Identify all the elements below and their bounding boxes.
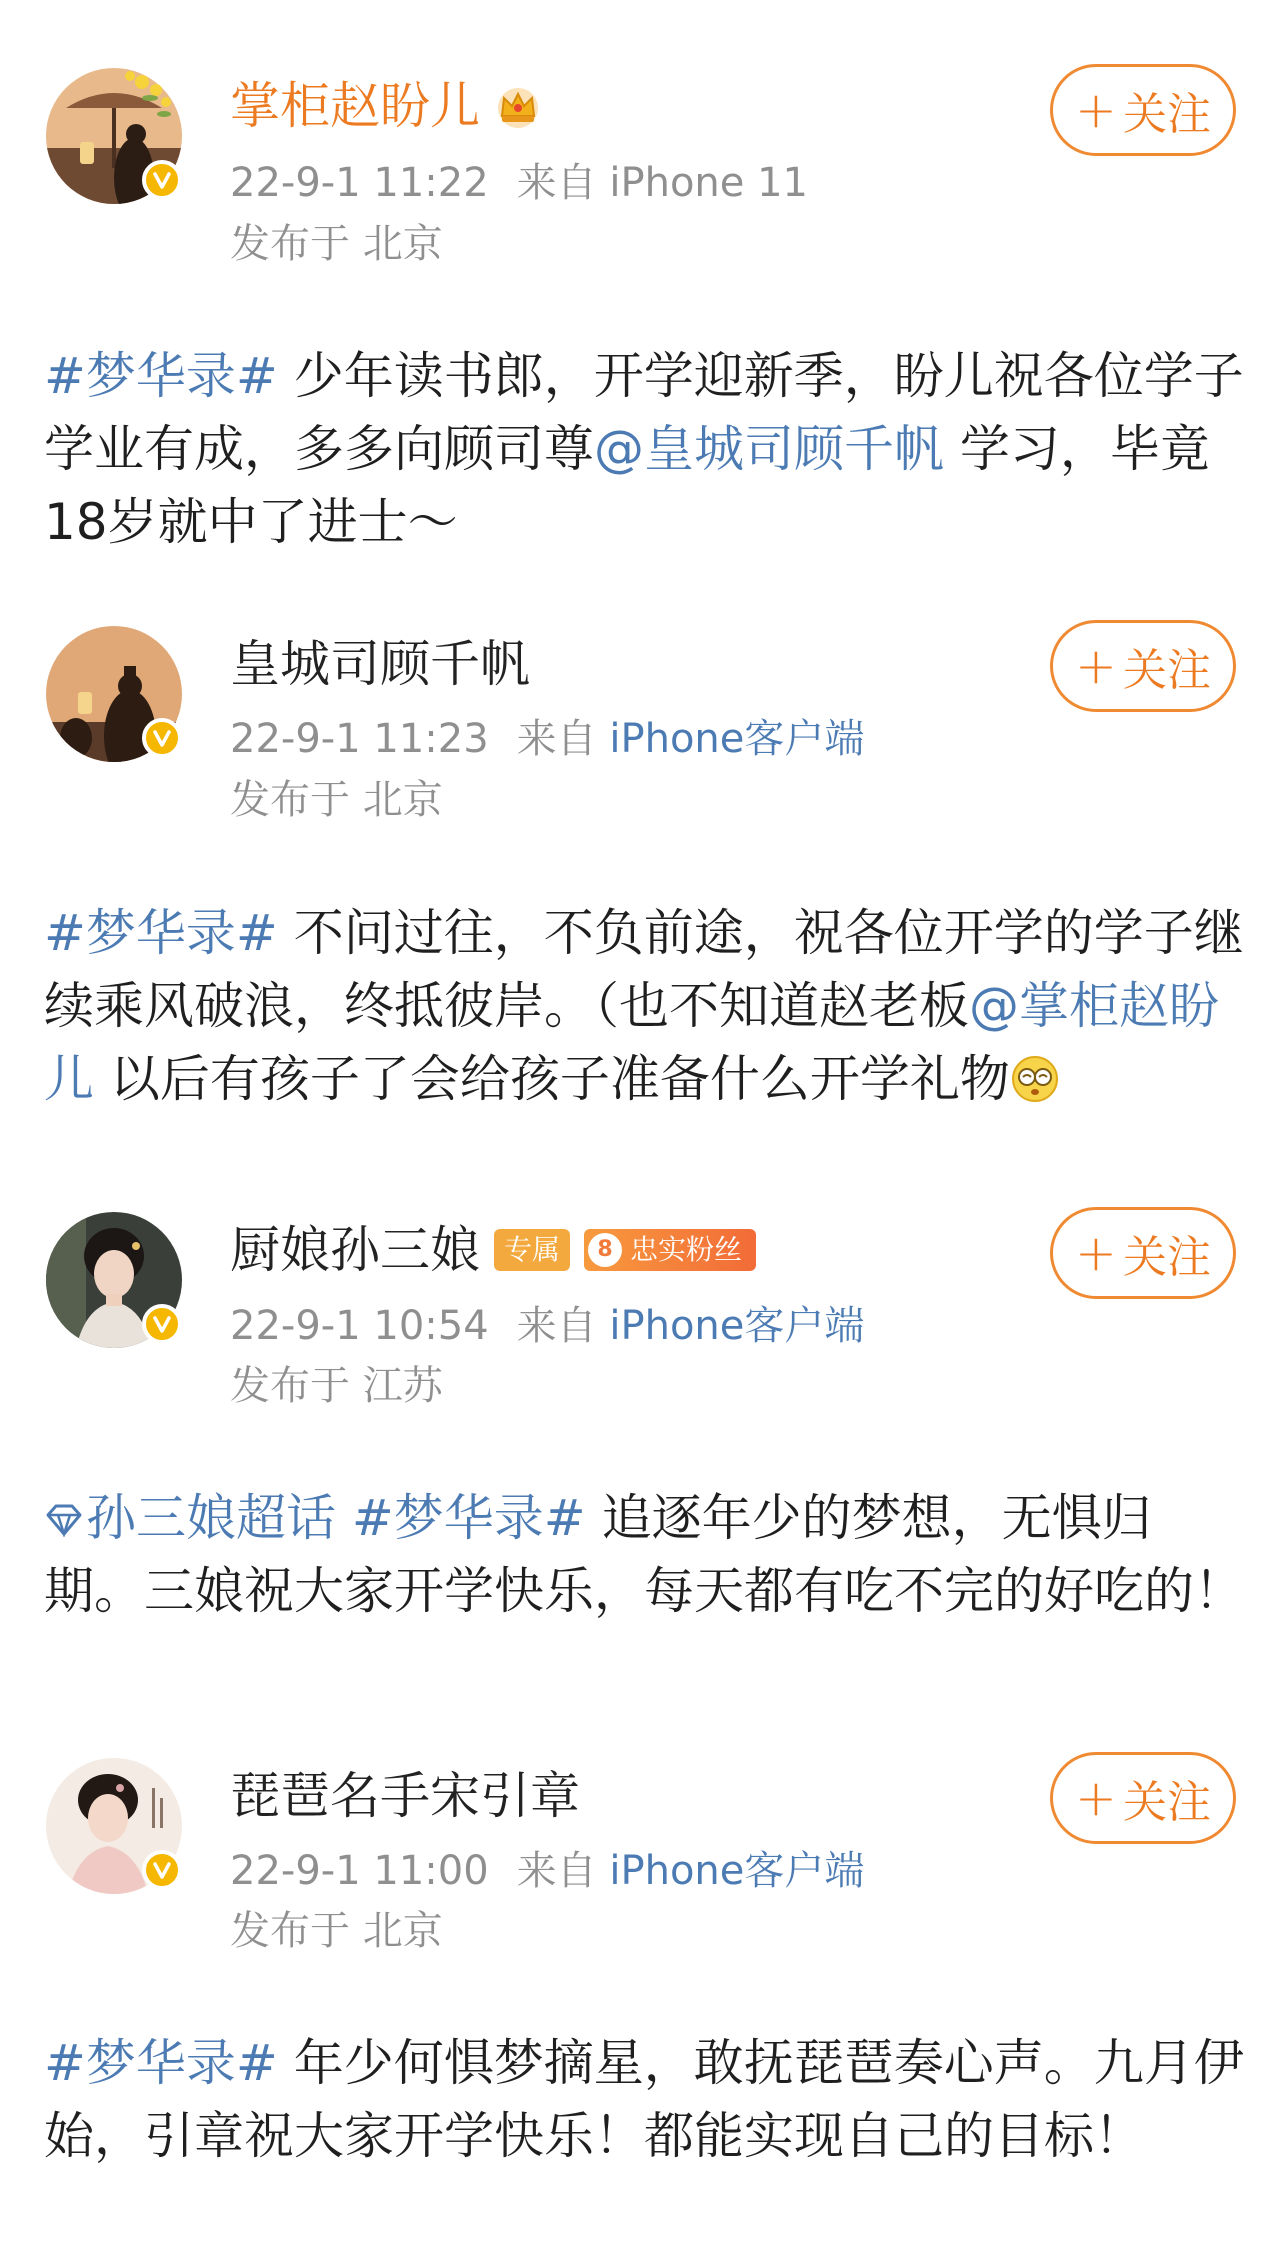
location-prefix: 发布于 <box>230 221 350 267</box>
location-value: 北京 <box>362 221 443 267</box>
mention-link[interactable]: @掌柜赵盼儿 <box>44 977 1219 1108</box>
location-prefix: 发布于 <box>230 1908 350 1954</box>
verified-badge-icon <box>142 1304 182 1344</box>
user-name[interactable]: 琵琶名手宋引章 <box>230 1767 580 1825</box>
follow-button[interactable]: + 关注 <box>1050 64 1236 156</box>
user-name-text[interactable]: 掌柜赵盼儿 <box>230 77 480 135</box>
post-meta <box>230 713 864 765</box>
super-topic-icon <box>44 1503 84 1537</box>
super-topic-link[interactable]: 孙三娘超话 <box>44 1489 336 1547</box>
location-value: 北京 <box>362 777 443 823</box>
post-text: #梦华录# 不问过往，不负前途，祝各位开学的学子继续乘风破浪，终抵彼岸。（也不知道赵老板@掌柜赵盼儿 以后有孩子了会给孩子准备什么开学礼物 <box>44 904 1244 1108</box>
post-source: iPhone 11 <box>609 160 809 206</box>
post-location <box>230 218 443 270</box>
post-meta <box>230 1845 864 1897</box>
topic-tag[interactable]: #梦华录# <box>44 2034 278 2092</box>
plus-icon: + <box>1075 1224 1117 1282</box>
post-text: 孙三娘超话 #梦华录# 追逐年少的梦想，无惧归期。三娘祝大家开学快乐，每天都有吃不完的好吃的！ <box>44 1489 1244 1620</box>
topic-tag[interactable]: #梦华录# <box>351 1489 586 1547</box>
exclusive-badge[interactable]: 专属 <box>494 1229 570 1271</box>
topic-tag[interactable]: #梦华录# <box>44 904 278 962</box>
post-source-link[interactable]: iPhone客户端 <box>609 716 865 762</box>
emoji-icon <box>1010 1054 1060 1104</box>
location-prefix: 发布于 <box>230 777 350 823</box>
post-time: 22-9-1 11:22 <box>230 160 489 206</box>
crown-icon <box>494 82 542 130</box>
post-location <box>230 1905 443 1957</box>
post-time: 22-9-1 11:00 <box>230 1848 489 1894</box>
plus-icon: + <box>1075 81 1117 139</box>
fan-level-label: 忠实粉丝 <box>630 1233 743 1266</box>
follow-button[interactable]: + 关注 <box>1050 1207 1236 1299</box>
location-value: 江苏 <box>362 1363 443 1409</box>
location-prefix: 发布于 <box>230 1363 350 1409</box>
post-source-link[interactable]: iPhone客户端 <box>609 1303 865 1349</box>
user-name[interactable]: 厨娘孙三娘 专属 8 忠实粉丝 <box>230 1220 756 1280</box>
user-name[interactable] <box>230 76 542 136</box>
post-location <box>230 1360 443 1412</box>
post-meta <box>230 1300 864 1352</box>
source-prefix: 来自 <box>516 1303 597 1349</box>
user-name[interactable]: 皇城司顾千帆 <box>230 635 530 693</box>
avatar[interactable] <box>46 626 182 762</box>
verified-badge-icon <box>142 160 182 200</box>
post-time: 22-9-1 10:54 <box>230 1303 489 1349</box>
post-location <box>230 774 443 826</box>
follow-button[interactable]: + 关注 <box>1050 1752 1236 1844</box>
fan-level-number: 8 <box>588 1233 622 1267</box>
post-text: #梦华录# 年少何惧梦摘星，敢抚琵琶奏心声。九月伊始，引章祝大家开学快乐！都能实现自己的目标！ <box>44 2034 1244 2165</box>
location-value: 北京 <box>362 1908 443 1954</box>
avatar[interactable] <box>46 1758 182 1894</box>
plus-icon: + <box>1075 637 1117 695</box>
post-source-link[interactable]: iPhone客户端 <box>609 1848 865 1894</box>
source-prefix: 来自 <box>516 716 597 762</box>
post-time: 22-9-1 11:23 <box>230 716 489 762</box>
source-prefix: 来自 <box>516 160 597 206</box>
source-prefix: 来自 <box>516 1848 597 1894</box>
post-meta <box>230 157 808 209</box>
fan-level-badge[interactable] <box>584 1229 756 1271</box>
follow-button[interactable]: + 关注 <box>1050 620 1236 712</box>
topic-tag[interactable]: #梦华录# <box>44 347 278 405</box>
avatar[interactable] <box>46 68 182 204</box>
verified-badge-icon <box>142 1850 182 1890</box>
plus-icon: + <box>1075 1769 1117 1827</box>
post-text: #梦华录# 少年读书郎，开学迎新季，盼儿祝各位学子学业有成，多多向顾司尊@皇城司顾千帆 学习，毕竟18岁就中了进士～ <box>44 347 1244 551</box>
avatar[interactable] <box>46 1212 182 1348</box>
verified-badge-icon <box>142 718 182 758</box>
mention-link[interactable]: @皇城司顾千帆 <box>594 420 944 478</box>
